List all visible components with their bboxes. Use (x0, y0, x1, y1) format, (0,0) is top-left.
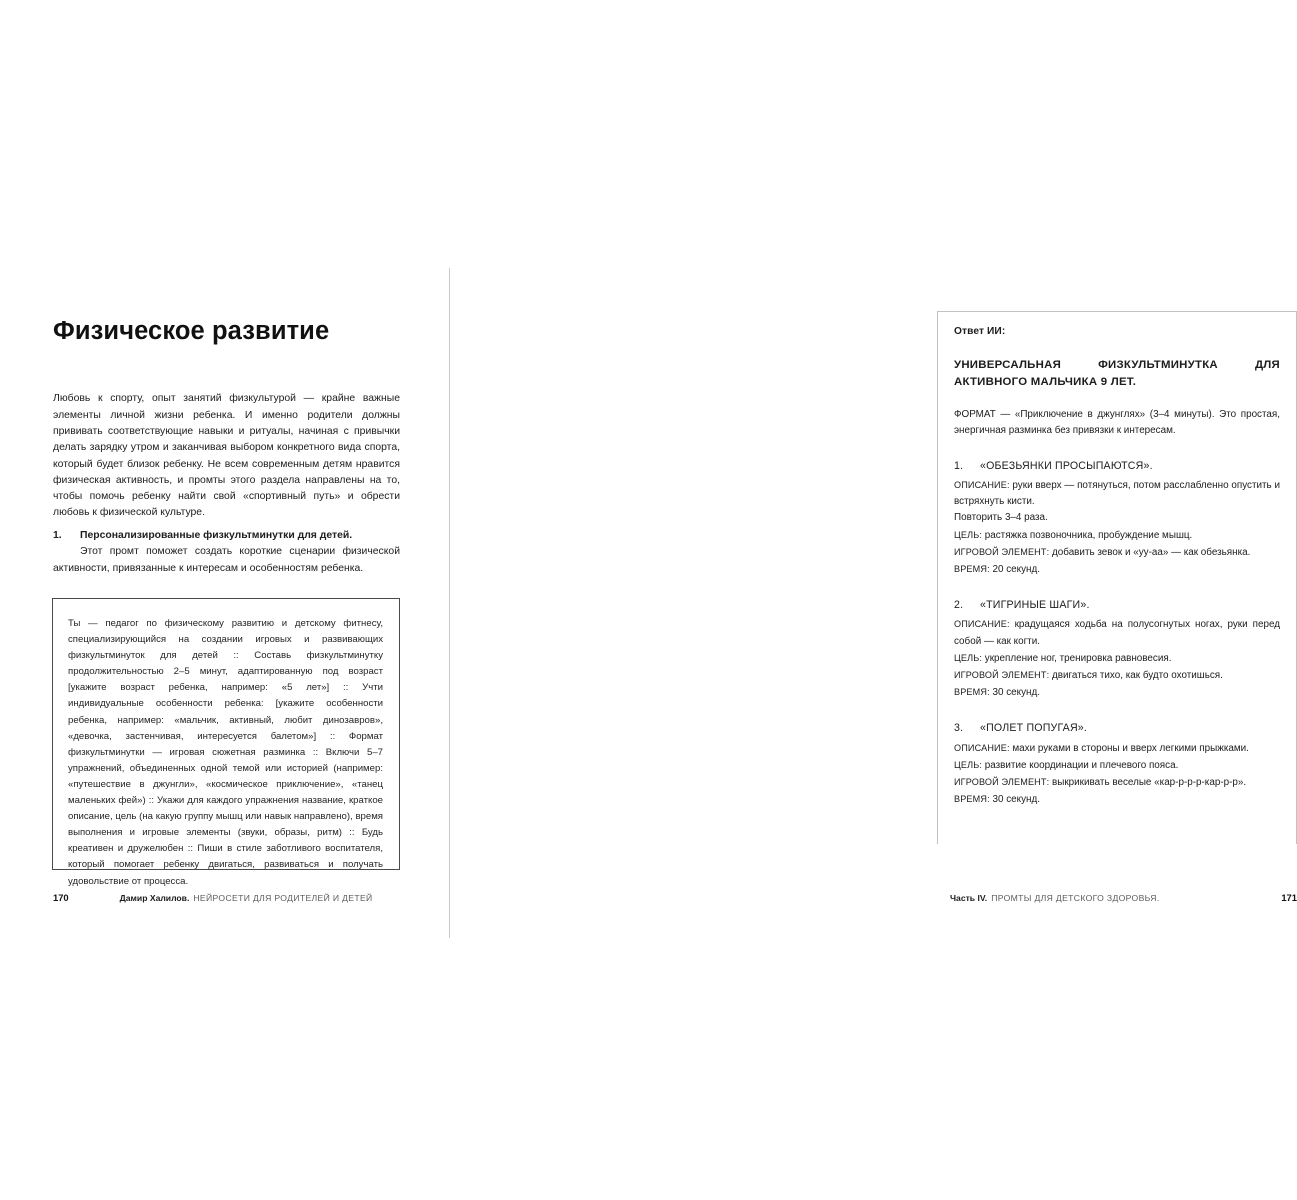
exercise-detail-label: ИГРОВОЙ ЭЛЕМЕНТ: (954, 546, 1050, 557)
exercise-detail-line (954, 791, 1280, 808)
numbered-entry-description: Этот промт поможет создать короткие сценарии физической активности, привязанные к интересам и особенностям ребенка. (53, 546, 400, 574)
ai-answer-label: Ответ ИИ: (954, 326, 1006, 337)
numbered-prompt-entry (53, 528, 400, 587)
left-page-folio: 170 (53, 892, 69, 903)
exercise-detail-text: 20 секунд. (989, 564, 1040, 576)
right-page (450, 0, 1297, 1200)
exercise-detail-line (954, 510, 1280, 526)
exercise-detail-text: растяжка позвоночника, пробуждение мышц. (982, 529, 1193, 541)
left-page-footer (53, 891, 400, 905)
exercise-item (954, 597, 1280, 701)
exercise-detail-label: ЦЕЛЬ: (954, 759, 983, 770)
exercise-detail-line (954, 667, 1280, 684)
numbered-entry-heading (53, 528, 400, 544)
exercise-detail-text: 30 секунд. (989, 687, 1040, 699)
right-page-footer (950, 891, 1297, 905)
exercise-list (954, 458, 1280, 809)
footer-author: Дамир Халилов. (119, 893, 190, 903)
exercise-detail-line (954, 757, 1280, 774)
exercise-number: 1. (954, 459, 964, 472)
prompt-box-text: Ты — педагог по физическому развитию и детскому фитнесу, специализирующийся на создании игровых и развивающих физкультминуток для детей :: Составь физкультминутку продолжительностью 2–5 минут, адаптированную под возраст [укажите возраст ребенка, например: «5 лет»] :: Учти индивидуальные особенности ребенка: [укажите особенности ребенка, например: «мальчик, активный, любит динозавров», «девочка, застенчивая, интересуется балетом»] :: Формат физкультминутки — игровая сюжетная разминка :: Включи 5–7 упражнений, объединенных одной темой или историей (например: «путешествие в джунгли», «космическое приключение», «танец маленьких фей») :: Укажи для каждого упражнения название, краткое описание, цель (на какую группу мышц или навык направлено), время выполнения и игровые элементы (звуки, образы, ритм) :: Будь креативен и дружелюбен :: Пиши в стиле заботливого воспитателя, который помогает ребенку двигаться, развиваться и получать удовольствие от процесса. (68, 618, 383, 887)
exercise-detail-text: добавить зевок и «уу-аа» — как обезьянка. (1049, 546, 1251, 558)
ai-answer-content (938, 312, 1296, 808)
exercise-item (954, 458, 1280, 578)
exercise-detail-line (954, 616, 1280, 649)
exercise-detail-text: махи руками в стороны и вверх легкими прыжками. (1009, 742, 1249, 754)
exercise-detail-text: Повторить 3–4 раза. (954, 512, 1048, 524)
exercise-detail-label: ИГРОВОЙ ЭЛЕМЕНТ: (954, 777, 1050, 788)
exercise-detail-label: ВРЕМЯ: (954, 794, 990, 805)
exercise-detail-text: 30 секунд. (989, 794, 1040, 806)
footer-running-title: НЕЙРОСЕТИ ДЛЯ РОДИТЕЛЕЙ И ДЕТЕЙ (193, 893, 373, 903)
exercise-detail-line (954, 774, 1280, 791)
ai-answer-heading: УНИВЕРСАЛЬНАЯ ФИЗКУЛЬТМИНУТКА ДЛЯ АКТИВНОГО МАЛЬЧИКА 9 ЛЕТ. (954, 359, 1280, 388)
exercise-title-row (954, 597, 1280, 613)
left-page (0, 0, 450, 1200)
exercise-detail-text: выкрикивать веселые «кар-р-р-р-кар-р-р». (1049, 777, 1247, 789)
numbered-entry-title: Персонализированные физкультминутки для детей. (80, 530, 353, 541)
exercise-number: 3. (954, 722, 964, 735)
exercise-detail-label: ИГРОВОЙ ЭЛЕМЕНТ: (954, 670, 1050, 681)
exercise-detail-label: ОПИСАНИЕ: (954, 619, 1010, 630)
exercise-detail-label: ЦЕЛЬ: (954, 529, 983, 540)
right-page-folio: 171 (1281, 892, 1297, 903)
prompt-text-box (52, 598, 400, 887)
exercise-detail-text: крадущаяся ходьба на полусогнутых ногах, руки перед собой — как когти. (954, 619, 1280, 647)
exercise-detail-label: ВРЕМЯ: (954, 564, 990, 575)
ai-answer-format-paragraph: ФОРМАТ — «Приключение в джунглях» (3–4 минуты). Это простая, энергичная разминка без привязки к интересам. (954, 409, 1280, 436)
exercise-detail-line (954, 561, 1280, 578)
exercise-detail-line (954, 527, 1280, 544)
exercise-name: «ОБЕЗЬЯНКИ ПРОСЫПАЮТСЯ». (980, 459, 1153, 472)
intro-paragraph: Любовь к спорту, опыт занятий физкультурой — крайне важные элементы личной жизни ребенка. И именно родители должны прививать соответствующие навыки и ритуалы, начиная с привычки делать зарядку утром и заканчивая выбором конкретного вида спорта, который будет близок ребенку. Не всем современным детям нравится физическая активность, и промты этого раздела направлены на то, чтобы помочь ребенку найти свой «спортивный путь» и обрести любовь к физической культуре. (53, 393, 400, 519)
numbered-entry-number: 1. (53, 530, 62, 541)
exercise-detail-label: ЦЕЛЬ: (954, 652, 983, 663)
exercise-title-row (954, 720, 1280, 736)
exercise-detail-line (954, 650, 1280, 667)
exercise-detail-line (954, 477, 1280, 510)
exercise-detail-line (954, 684, 1280, 701)
exercise-detail-label: ОПИСАНИЕ: (954, 742, 1010, 753)
exercise-title-row (954, 458, 1280, 474)
exercise-detail-text: развитие координации и плечевого пояса. (982, 759, 1179, 771)
exercise-detail-text: укрепление ног, тренировка равновесия. (982, 652, 1172, 664)
exercise-item (954, 720, 1280, 808)
exercise-detail-text: двигаться тихо, как будто охотишься. (1049, 670, 1223, 682)
exercise-detail-text: руки вверх — потянуться, потом расслабленно опустить и встряхнуть кисти. (954, 480, 1280, 508)
chapter-title: Физическое развитие (53, 317, 330, 346)
exercise-detail-label: ОПИСАНИЕ: (954, 480, 1010, 491)
footer-part-label: Часть IV. (950, 893, 988, 903)
exercise-number: 2. (954, 599, 964, 612)
exercise-detail-line (954, 740, 1280, 757)
exercise-name: «ТИГРИНЫЕ ШАГИ». (980, 599, 1090, 612)
footer-running-title: ПРОМТЫ ДЛЯ ДЕТСКОГО ЗДОРОВЬЯ. (991, 893, 1160, 903)
ai-answer-box (937, 311, 1297, 844)
exercise-detail-line (954, 544, 1280, 561)
exercise-detail-label: ВРЕМЯ: (954, 687, 990, 698)
exercise-name: «ПОЛЕТ ПОПУГАЯ». (980, 722, 1088, 735)
